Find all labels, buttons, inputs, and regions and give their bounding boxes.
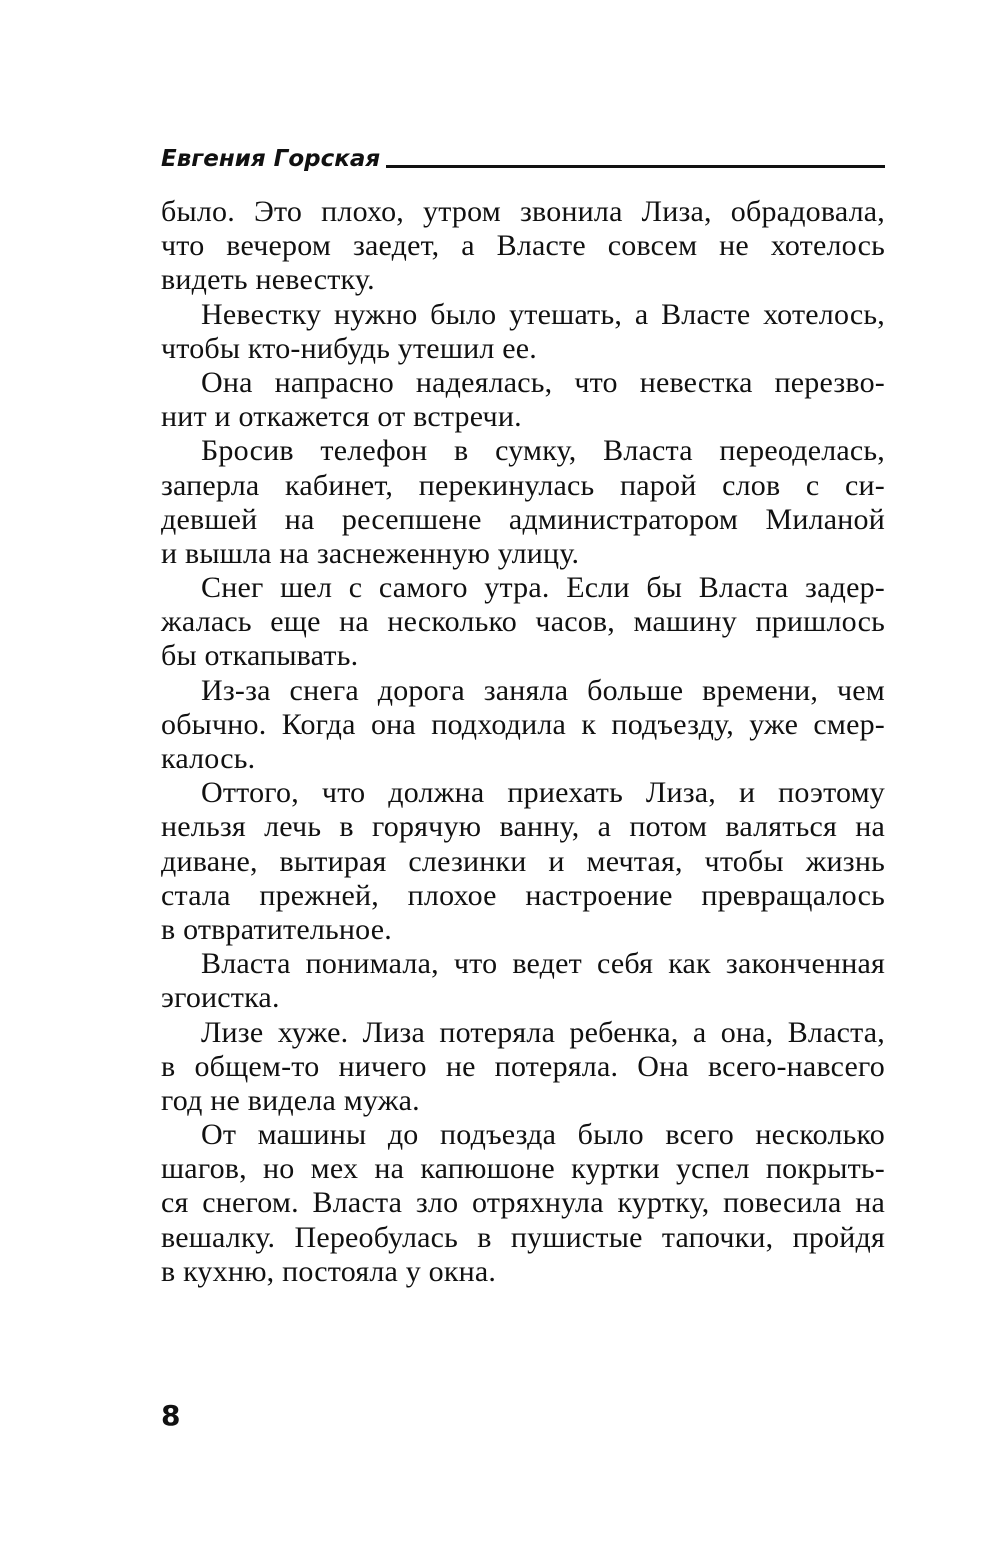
paragraph	[161, 947, 885, 1015]
text-line: жалась еще на несколько часов, машину пришлось	[161, 605, 885, 639]
paragraph	[161, 298, 885, 366]
paragraph	[161, 1016, 885, 1119]
running-head	[161, 140, 885, 174]
paragraph	[161, 571, 885, 674]
paragraph	[161, 1118, 885, 1289]
text-line: От машины до подъезда было всего несколько	[201, 1118, 885, 1152]
text-line: ся снегом. Власта зло отряхнула куртку, повесила на	[161, 1186, 885, 1220]
text-line: нит и откажется от встречи.	[161, 400, 522, 434]
text-line: в отвратительное.	[161, 912, 392, 946]
body-text	[161, 195, 885, 1289]
text-line: и вышла на заснеженную улицу.	[161, 536, 580, 570]
paragraph	[161, 366, 885, 434]
text-line: Снег шел с самого утра. Если бы Власта задер-	[201, 571, 885, 605]
text-line: стала прежней, плохое настроение превращалось	[161, 878, 885, 912]
paragraph	[161, 195, 885, 298]
text-line: Она напрасно надеялась, что невестка перезво-	[201, 365, 885, 399]
header-rule	[386, 165, 885, 168]
text-line: год не видела мужа.	[161, 1083, 420, 1117]
text-line: в кухню, постояла у окна.	[161, 1254, 497, 1288]
text-line: Лизе хуже. Лиза потеряла ребенка, а она, Власта,	[201, 1015, 885, 1049]
paragraph	[161, 776, 885, 947]
page-number: 8	[161, 1399, 181, 1432]
text-line: в общем-то ничего не потеряла. Она всего-навсего	[161, 1049, 885, 1083]
text-line: Власта понимала, что ведет себя как законченная	[201, 947, 885, 981]
text-line: Бросив телефон в сумку, Власта переоделась,	[201, 434, 885, 468]
text-line: было. Это плохо, утром звонила Лиза, обрадовала,	[161, 195, 885, 228]
paragraph	[161, 674, 885, 777]
text-line: калось.	[161, 742, 256, 775]
text-line: видеть невестку.	[161, 263, 375, 297]
author-name: Евгения Горская	[161, 146, 381, 172]
text-line: чтобы кто-нибудь утешил ее.	[161, 331, 537, 365]
text-line: Невестку нужно было утешать, а Власте хотелось,	[201, 297, 885, 331]
text-line: бы откапывать.	[161, 639, 359, 673]
text-line: Оттого, что должна приехать Лиза, и поэтому	[201, 776, 885, 810]
text-line: шагов, но мех на капюшоне куртки успел покрыть-	[161, 1152, 885, 1186]
text-line: девшей на ресепшене администратором Миланой	[161, 502, 885, 536]
text-line: обычно. Когда она подходила к подъезду, уже смер-	[161, 707, 885, 741]
text-line: нельзя лечь в горячую ванну, а потом валяться на	[161, 810, 885, 844]
text-line: что вечером заедет, а Власте совсем не хотелось	[161, 229, 885, 263]
text-line: эгоистка.	[161, 981, 280, 1015]
text-line: вешалку. Переобулась в пушистые тапочки, пройдя	[161, 1220, 885, 1254]
text-line: диване, вытирая слезинки и мечтая, чтобы жизнь	[161, 844, 885, 878]
paragraph	[161, 434, 885, 571]
text-line: заперла кабинет, перекинулась парой слов с си-	[161, 468, 885, 502]
text-line: Из-за снега дорога заняла больше времени, чем	[201, 673, 885, 707]
